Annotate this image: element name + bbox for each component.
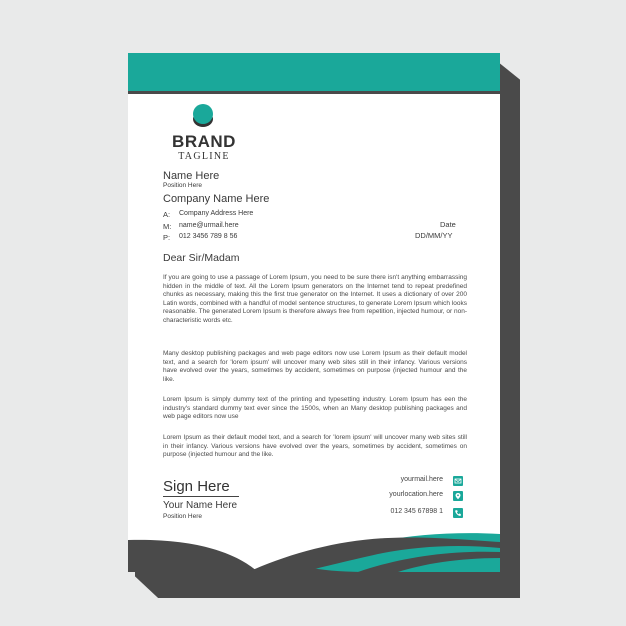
phone-icon [453, 508, 463, 518]
contact-location: yourlocation.here [389, 491, 443, 498]
greeting: Dear Sir/Madam [163, 252, 240, 264]
header-bar [128, 53, 500, 91]
mail-icon [453, 476, 463, 486]
company-name: Company Name Here [163, 193, 270, 205]
sender-phone: 012 3456 789 8 56 [179, 233, 238, 240]
brand-logo-icon [190, 103, 216, 129]
phone-label: P: [163, 233, 171, 242]
sender-position: Position Here [163, 182, 203, 189]
sender-email: name@urmail.here [179, 222, 239, 229]
header-line [128, 91, 500, 94]
signature: Sign Here [163, 478, 230, 495]
date-label: Date [440, 220, 456, 229]
body-paragraph: Lorem Ipsum is simply dummy text of the printing and typesetting industry. Lorem Ipsum has een the industry's standard dummy text ever since the 1500s, when an Many desktop publishing packages and web page editors now use [163, 396, 467, 421]
company-address: Company Address Here [179, 210, 254, 217]
signatory-position: Position Here [163, 513, 203, 520]
location-pin-icon [453, 491, 463, 501]
body-paragraph: If you are going to use a passage of Lorem Ipsum, you need to be sure there isn't anything embarrassing hidden in the middle of text. All the Lorem Ipsum generators on the Internet tend to repeat predefined chunks as necessary, making this the first true generator on the Internet. It uses a dictionary of over 200 Latin words, combined with a handful of model sentence structures, to generate Lorem Ipsum which looks reasonable. The generated Lorem Ipsum is therefore always free from repetition, injected humour, or non-characteristic words etc. [163, 274, 467, 324]
email-label: M: [163, 222, 172, 231]
signatory-name: Your Name Here [163, 500, 238, 511]
body-paragraph: Lorem Ipsum as their default model text, and a search for 'lorem ipsum' will uncover many web sites still in their infancy. Various versions have evolved over the years, sometimes by accident, sometimes on purpose (injected humour and the like. [163, 434, 467, 459]
sender-name: Name Here [163, 170, 220, 182]
footer-wave [128, 532, 500, 572]
body-paragraph: Many desktop publishing packages and web page editors now use Lorem Ipsum as their default model text, and a search for 'lorem ipsum' will uncover many web sites still in their infancy. Various versions have evolved over the years, sometimes by accident, sometimes on purpose (injected humour and the like. [163, 350, 467, 383]
letterhead-page [128, 53, 500, 572]
contact-phone: 012 345 67898 1 [390, 508, 443, 515]
brand-tagline: TAGLINE [178, 151, 230, 162]
signature-line [163, 496, 239, 497]
contact-email: yourmail.here [400, 476, 443, 483]
date-value: DD/MM/YY [415, 231, 453, 240]
address-label: A: [163, 210, 171, 219]
brand-name: BRAND [172, 132, 236, 151]
